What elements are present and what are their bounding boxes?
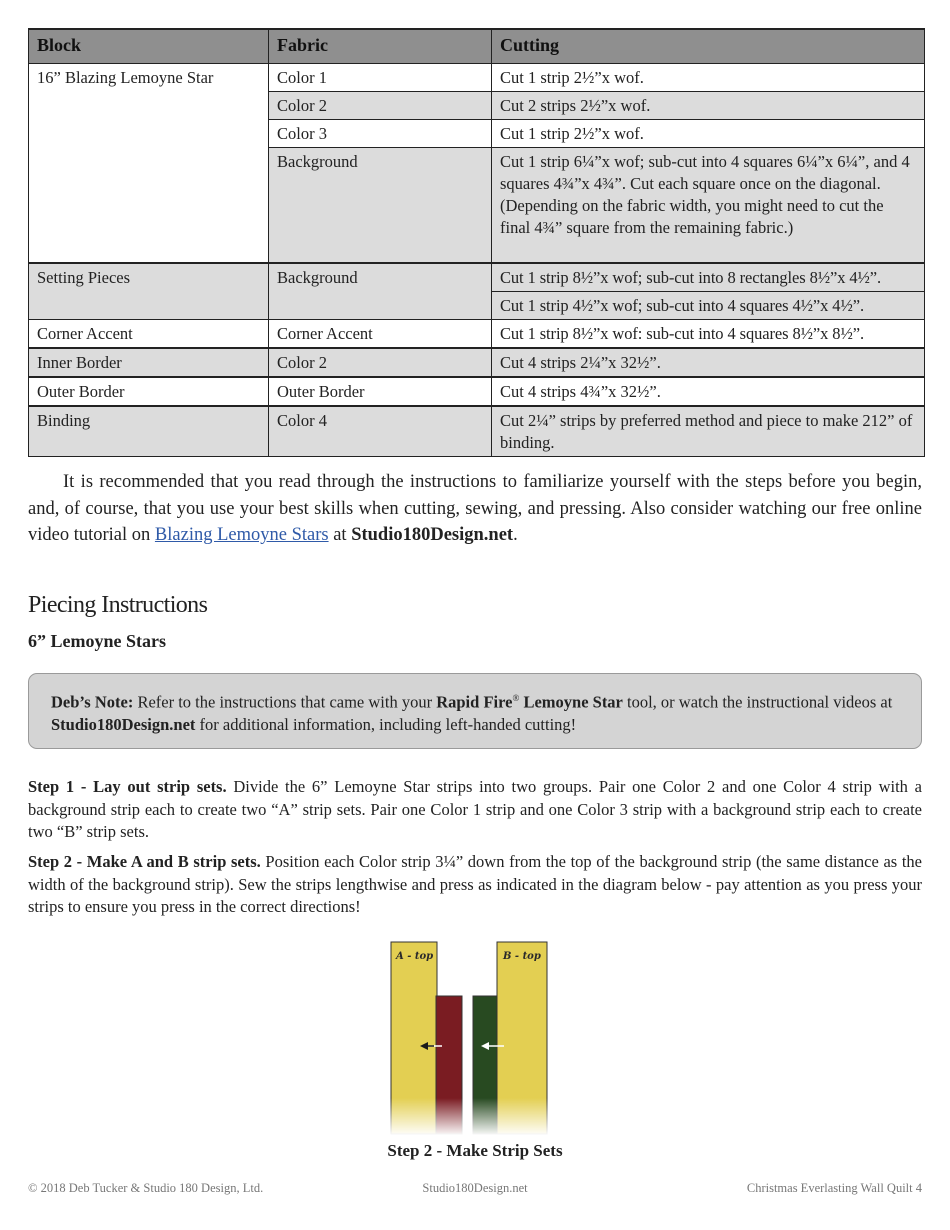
- table-cell-cutting: Cut 1 strip 6¼”x wof; sub-cut into 4 squares 6¼”x 6¼”, and 4 squares 4¾”x 4¾”. Cut each square once on the diagonal. (Depending on the fabric width, you might need to cut the final 4¾” square from the remaining fabric.): [492, 148, 925, 263]
- intro-paragraph: [28, 469, 922, 549]
- label-b-top: B - top: [503, 951, 541, 962]
- header-cutting: Cutting: [492, 29, 925, 64]
- site-name: Studio180Design.net: [351, 525, 514, 545]
- table-cell-cutting: Cut 1 strip 4½”x wof; sub-cut into 4 squares 4½”x 4½”.: [492, 291, 925, 319]
- table-cell-cutting: Cut 2 strips 2½”x wof.: [492, 92, 925, 120]
- intro-text: It is recommended that you read through the instructions to familiarize yourself with the steps before you begin, and, of course, that you use your best skills when cutting, sewing, and pressing. Also consider watching our free online video tutorial on: [28, 472, 922, 545]
- table-row: [29, 64, 925, 92]
- header-fabric: Fabric: [269, 29, 492, 64]
- table-header-row: [29, 29, 925, 64]
- header-block: Block: [29, 29, 269, 64]
- table-cell-fabric: Background: [269, 148, 492, 263]
- blazing-lemoyne-stars-link[interactable]: Blazing Lemoyne Stars: [154, 525, 329, 545]
- table-cell-cutting: Cut 4 strips 2¼”x 32½”.: [492, 348, 925, 377]
- table-cell-block: Setting Pieces: [29, 263, 269, 320]
- diagram-caption: Step 2 - Make Strip Sets: [387, 1141, 563, 1160]
- table-cell-fabric: Corner Accent: [269, 319, 492, 348]
- registered-mark: ®: [512, 693, 520, 703]
- step-1-label: Step 1 - Lay out strip sets.: [28, 777, 227, 796]
- section-title: Piecing Instructions: [28, 592, 208, 618]
- table-cell-fabric: Outer Border: [269, 377, 492, 406]
- step-2-paragraph: [28, 851, 922, 919]
- intro-text-middle: at: [328, 525, 352, 545]
- table-cell-block: Outer Border: [29, 377, 269, 406]
- footer-copyright: © 2018 Deb Tucker & Studio 180 Design, Ltd.: [28, 1181, 264, 1195]
- table-cell-cutting: Cut 1 strip 2½”x wof.: [492, 120, 925, 148]
- diagram-fade: [388, 1098, 550, 1136]
- footer-page-title: Christmas Everlasting Wall Quilt 4: [746, 1181, 922, 1195]
- table-row: [29, 263, 925, 292]
- cutting-table: [28, 28, 925, 457]
- table-row: [29, 377, 925, 406]
- table-cell-cutting: Cut 2¼” strips by preferred method and piece to make 212” of binding.: [492, 406, 925, 457]
- table-cell-fabric: Color 2: [269, 92, 492, 120]
- table-row: [29, 406, 925, 457]
- note-text-3: for additional information, including left-handed cutting!: [195, 714, 577, 734]
- table-cell-fabric: Color 1: [269, 64, 492, 92]
- note-label: Deb’s Note:: [51, 692, 134, 712]
- table-cell-fabric: Color 3: [269, 120, 492, 148]
- table-cell-block: Corner Accent: [29, 319, 269, 348]
- note-site: Studio180Design.net: [51, 714, 196, 734]
- label-a-top: A - top: [396, 951, 434, 962]
- table-row: [29, 319, 925, 348]
- step-1-paragraph: [28, 776, 922, 844]
- table-cell-block: 16” Blazing Lemoyne Star: [29, 64, 269, 263]
- note-tool-name: Rapid Fire: [436, 692, 513, 712]
- sub-title: 6” Lemoyne Stars: [28, 631, 166, 651]
- table-cell-cutting: Cut 1 strip 8½”x wof: sub-cut into 4 squares 8½”x 8½”.: [492, 319, 925, 348]
- step-2-text: Position each Color strip 3¼” down from the top of the background strip (the same distance as the width of the background strip). Sew the strips lengthwise and press as indicated in the diagram below - pay attention as you press your strips to ensure you press in the correct directions!: [28, 852, 922, 916]
- table-cell-fabric: Color 4: [269, 406, 492, 457]
- table-cell-fabric: Color 2: [269, 348, 492, 377]
- table-cell-cutting: Cut 4 strips 4¾”x 32½”.: [492, 377, 925, 406]
- note-text: Refer to the instructions that came with your: [133, 692, 437, 712]
- step-1-text: Divide the 6” Lemoyne Star strips into two groups. Pair one Color 2 and one Color 4 strip with a background strip each to create two “A” strip sets. Pair one Color 1 strip and one Color 3 strip with a background strip each to create two “B” strip sets.: [28, 777, 922, 841]
- table-row: [29, 348, 925, 377]
- step-2-label: Step 2 - Make A and B strip sets.: [28, 852, 261, 871]
- table-cell-cutting: Cut 1 strip 8½”x wof; sub-cut into 8 rectangles 8½”x 4½”.: [492, 263, 925, 292]
- table-cell-fabric: Background: [269, 263, 492, 320]
- debs-note-box: [28, 673, 922, 749]
- table-cell-block: Inner Border: [29, 348, 269, 377]
- strip-set-diagram: [388, 940, 550, 1136]
- footer-site: Studio180Design.net: [422, 1181, 528, 1195]
- table-cell-cutting: Cut 1 strip 2½”x wof.: [492, 64, 925, 92]
- table-cell-block: Binding: [29, 406, 269, 457]
- intro-text-end: .: [513, 525, 518, 545]
- note-tool-name-2: Lemoyne Star: [519, 692, 623, 712]
- note-text-2: tool, or watch the instructional videos at: [622, 692, 893, 712]
